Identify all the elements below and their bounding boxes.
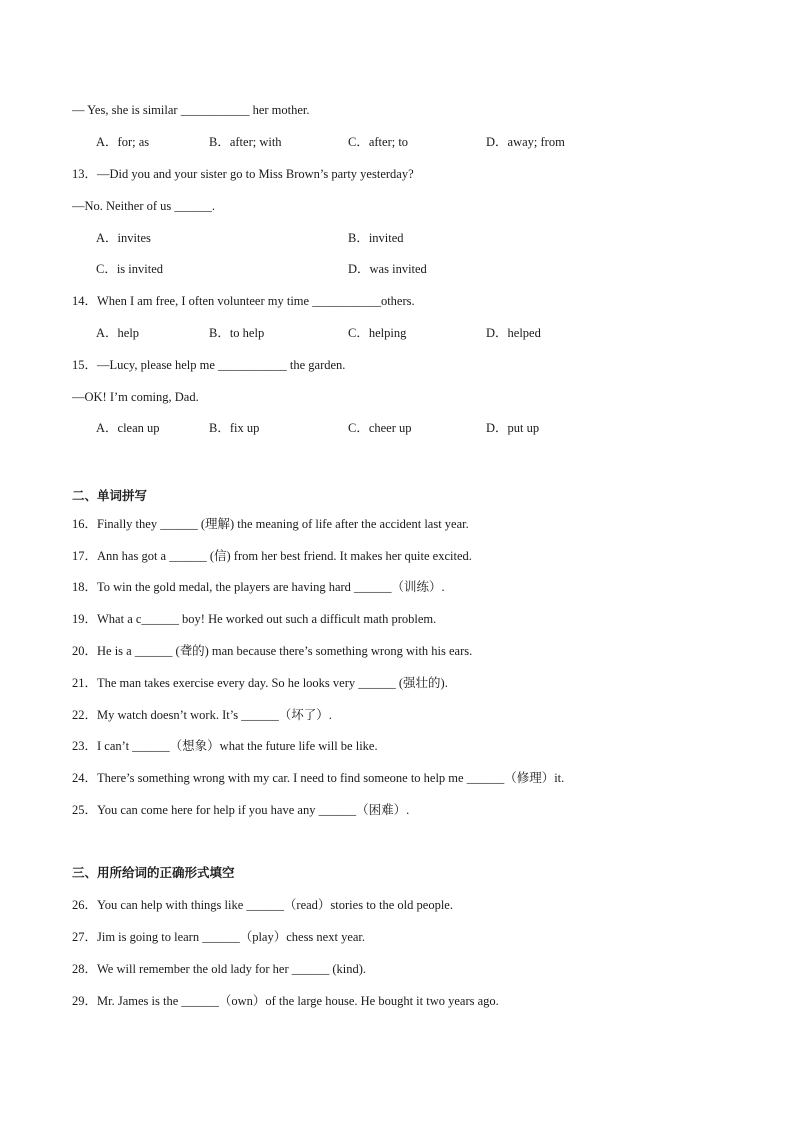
q15-option-d: D．put up	[486, 421, 540, 435]
question-28: 28．We will remember the old lady for her ______ (kind).	[72, 962, 367, 976]
question-13: 13．—Did you and your sister go to Miss Brown’s party yesterday?	[72, 167, 414, 181]
q13-option-b: B．invited	[348, 231, 404, 245]
q12-option-a: A．for; as	[96, 135, 150, 149]
question-26: 26．You can help with things like ______（read）stories to the old people.	[72, 898, 453, 912]
q13-option-c: C．is invited	[96, 262, 164, 276]
q12-option-d: D．away; from	[486, 135, 565, 149]
question-17: 17．Ann has got a ______ (信) from her best friend. It makes her quite excited.	[72, 549, 472, 563]
question-15-answer-line: —OK! I’m coming, Dad.	[72, 390, 199, 404]
question-27: 27．Jim is going to learn ______（play）chess next year.	[72, 930, 366, 944]
question-12-answer-line: — Yes, she is similar ___________ her mother.	[72, 103, 310, 117]
question-16: 16．Finally they ______ (理解) the meaning of life after the accident last year.	[72, 517, 469, 531]
q15-option-a: A．clean up	[96, 421, 160, 435]
question-15: 15．—Lucy, please help me ___________ the garden.	[72, 358, 346, 372]
question-20: 20．He is a ______ (聋的) man because there’s something wrong with his ears.	[72, 644, 473, 658]
q14-option-d: D．helped	[486, 326, 541, 340]
q15-option-c: C．cheer up	[348, 421, 412, 435]
question-24: 24．There’s something wrong with my car. I need to find someone to help me ______（修理）it.	[72, 771, 565, 785]
q14-option-b: B．to help	[209, 326, 265, 340]
section-2-title: 二、单词拼写	[72, 488, 148, 503]
q12-option-b: B．after; with	[209, 135, 282, 149]
question-14: 14．When I am free, I often volunteer my time ___________others.	[72, 294, 415, 308]
q15-option-b: B．fix up	[209, 421, 260, 435]
q13-option-d: D．was invited	[348, 262, 427, 276]
question-13-answer-line: —No. Neither of us ______.	[72, 199, 216, 213]
question-29: 29．Mr. James is the ______（own）of the large house. He bought it two years ago.	[72, 994, 499, 1008]
section-3-title: 三、用所给词的正确形式填空	[72, 865, 235, 880]
question-22: 22．My watch doesn’t work. It’s ______（坏了）.	[72, 708, 332, 722]
q14-option-a: A．help	[96, 326, 140, 340]
q12-option-c: C．after; to	[348, 135, 409, 149]
question-25: 25．You can come here for help if you have any ______（困难）.	[72, 803, 410, 817]
question-23: 23．I can’t ______（想象）what the future life will be like.	[72, 739, 378, 753]
question-19: 19．What a c______ boy! He worked out such a difficult math problem.	[72, 612, 437, 626]
question-21: 21．The man takes exercise every day. So he looks very ______ (强壮的).	[72, 676, 448, 690]
q13-option-a: A．invites	[96, 231, 151, 245]
q14-option-c: C．helping	[348, 326, 407, 340]
question-18: 18．To win the gold medal, the players are having hard ______（训练）.	[72, 580, 445, 594]
